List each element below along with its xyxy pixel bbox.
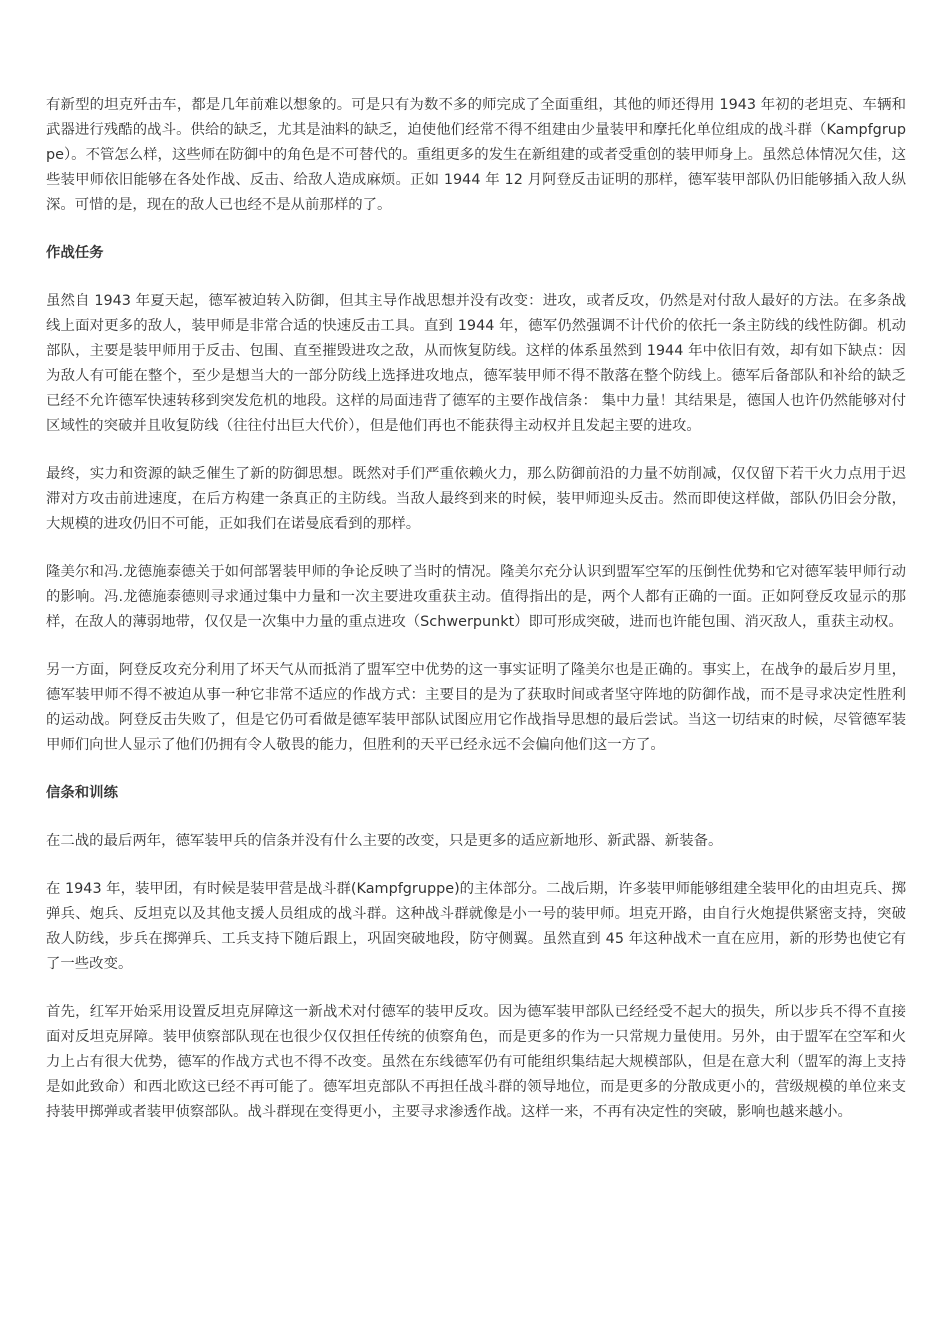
section-heading-doctrine-training: 信条和训练 (46, 785, 118, 801)
paragraph-new-defense-thinking: 最终，实力和资源的缺乏催生了新的防御思想。既然对手们严重依赖火力，那么防御前沿的力量不妨削减，仅仅留下若干火力点用于迟滞对方攻击前进速度，在后方构建一条真正的主防线。当敌人最终到来的时候，装甲师迎头反击。然而即使这样做，部队仍旧会分散，大规模的进攻仍旧不可能，正如我们在诺曼底看到的那样。 (46, 466, 906, 532)
paragraph-doctrine-summary: 在二战的最后两年，德军装甲兵的信条并没有什么主要的改变，只是更多的适应新地形、新武器、新装备。 (46, 833, 723, 849)
document-page (46, 93, 906, 1148)
paragraph-intro: 有新型的坦克歼击车，都是几年前难以想象的。可是只有为数不多的师完成了全面重组，其他的师还得用 1943 年初的老坦克、车辆和武器进行残酷的战斗。供给的缺乏，尤其是油料的缺乏，迫使他们经常不得不组建由少量装甲和摩托化单位组成的战斗群（Kampfgruppe）。不管怎么样，这些师在防御中的角色是不可替代的。重组更多的发生在新组建的或者受重创的装甲师身上。虽然总体情况欠佳，这些装甲师依旧能够在各处作战、反击、给敌人造成麻烦。正如 1944 年 12 月阿登反击证明的那样，德军装甲部队仍旧能够插入敌人纵深。可惜的是，现在的敌人已也经不是从前那样的了。 (46, 97, 906, 213)
paragraph-kampfgruppe: 在 1943 年，装甲团，有时候是装甲营是战斗群(Kampfgruppe)的主体部分。二战后期，许多装甲师能够组建全装甲化的由坦克兵、掷弹兵、炮兵、反坦克以及其他支援人员组成的战斗群。这种战斗群就像是小一号的装甲师。坦克开路，由自行火炮提供紧密支持，突破敌人防线，步兵在掷弹兵、工兵支持下随后跟上，巩固突破地段，防守侧翼。虽然直到 45 年这种战术一直在应用，新的形势也使它有了一些改变。 (46, 881, 906, 972)
paragraph-defense-doctrine: 虽然自 1943 年夏天起，德军被迫转入防御，但其主导作战思想并没有改变：进攻，或者反攻，仍然是对付敌人最好的方法。在多条战线上面对更多的敌人，装甲师是非常合适的快速反击工具。直到 1944 年，德军仍然强调不计代价的依托一条主防线的线性防御。机动部队，主要是装甲师用于反击、包围、直至摧毁进攻之敌，从而恢复防线。这样的体系虽然到 1944 年中依旧有效，却有如下缺点：因为敌人有可能在整个，至少是想当大的一部分防线上选择进攻地点，德军装甲师不得不散落在整个防线上。德军后备部队和补给的缺乏已经不允许德军快速转移到突发危机的地段。这样的局面违背了德军的主要作战信条： 集中力量！其结果是，德国人也许仍然能够对付区域性的突破并且收复防线（往往付出巨大代价），但是他们再也不能获得主动权并且发起主要的进攻。 (46, 293, 906, 434)
paragraph-rommel-rundstedt: 隆美尔和冯.龙德施泰德关于如何部署装甲师的争论反映了当时的情况。隆美尔充分认识到盟军空军的压倒性优势和它对德军装甲师行动的影响。冯.龙德施泰德则寻求通过集中力量和一次主要进攻重获主动。值得指出的是，两个人都有正确的一面。正如阿登反攻显示的那样，在敌人的薄弱地带，仅仅是一次集中力量的重点进攻（Schwerpunkt）即可形成突破，进而也许能包围、消灭敌人，重获主动权。 (46, 564, 906, 630)
paragraph-ardennes: 另一方面，阿登反攻充分利用了坏天气从而抵消了盟军空中优势的这一事实证明了隆美尔也是正确的。事实上，在战争的最后岁月里，德军装甲师不得不被迫从事一种它非常不适应的作战方式：主要目的是为了获取时间或者坚守阵地的防御作战，而不是寻求决定性胜利的运动战。阿登反击失败了，但是它仍可看做是德军装甲部队试图应用它作战指导思想的最后尝试。当这一切结束的时候，尽管德军装甲师们向世人显示了他们仍拥有令人敬畏的能力，但胜利的天平已经永远不会偏向他们这一方了。 (46, 662, 906, 753)
section-heading-missions: 作战任务 (46, 245, 104, 261)
paragraph-antitank-screens: 首先，红军开始采用设置反坦克屏障这一新战术对付德军的装甲反攻。因为德军装甲部队已经经受不起大的损失，所以步兵不得不直接面对反坦克屏障。装甲侦察部队现在也很少仅仅担任传统的侦察角色，而是更多的作为一只常规力量使用。另外，由于盟军在空军和火力上占有很大优势，德军的作战方式也不得不改变。虽然在东线德军仍有可能组织集结起大规模部队，但是在意大利（盟军的海上支持是如此致命）和西北欧这已经不再可能了。德军坦克部队不再担任战斗群的领导地位，而是更多的分散成更小的，营级规模的单位来支持装甲掷弹或者装甲侦察部队。战斗群现在变得更小，主要寻求渗透作战。这样一来，不再有决定性的突破，影响也越来越小。 (46, 1004, 906, 1120)
